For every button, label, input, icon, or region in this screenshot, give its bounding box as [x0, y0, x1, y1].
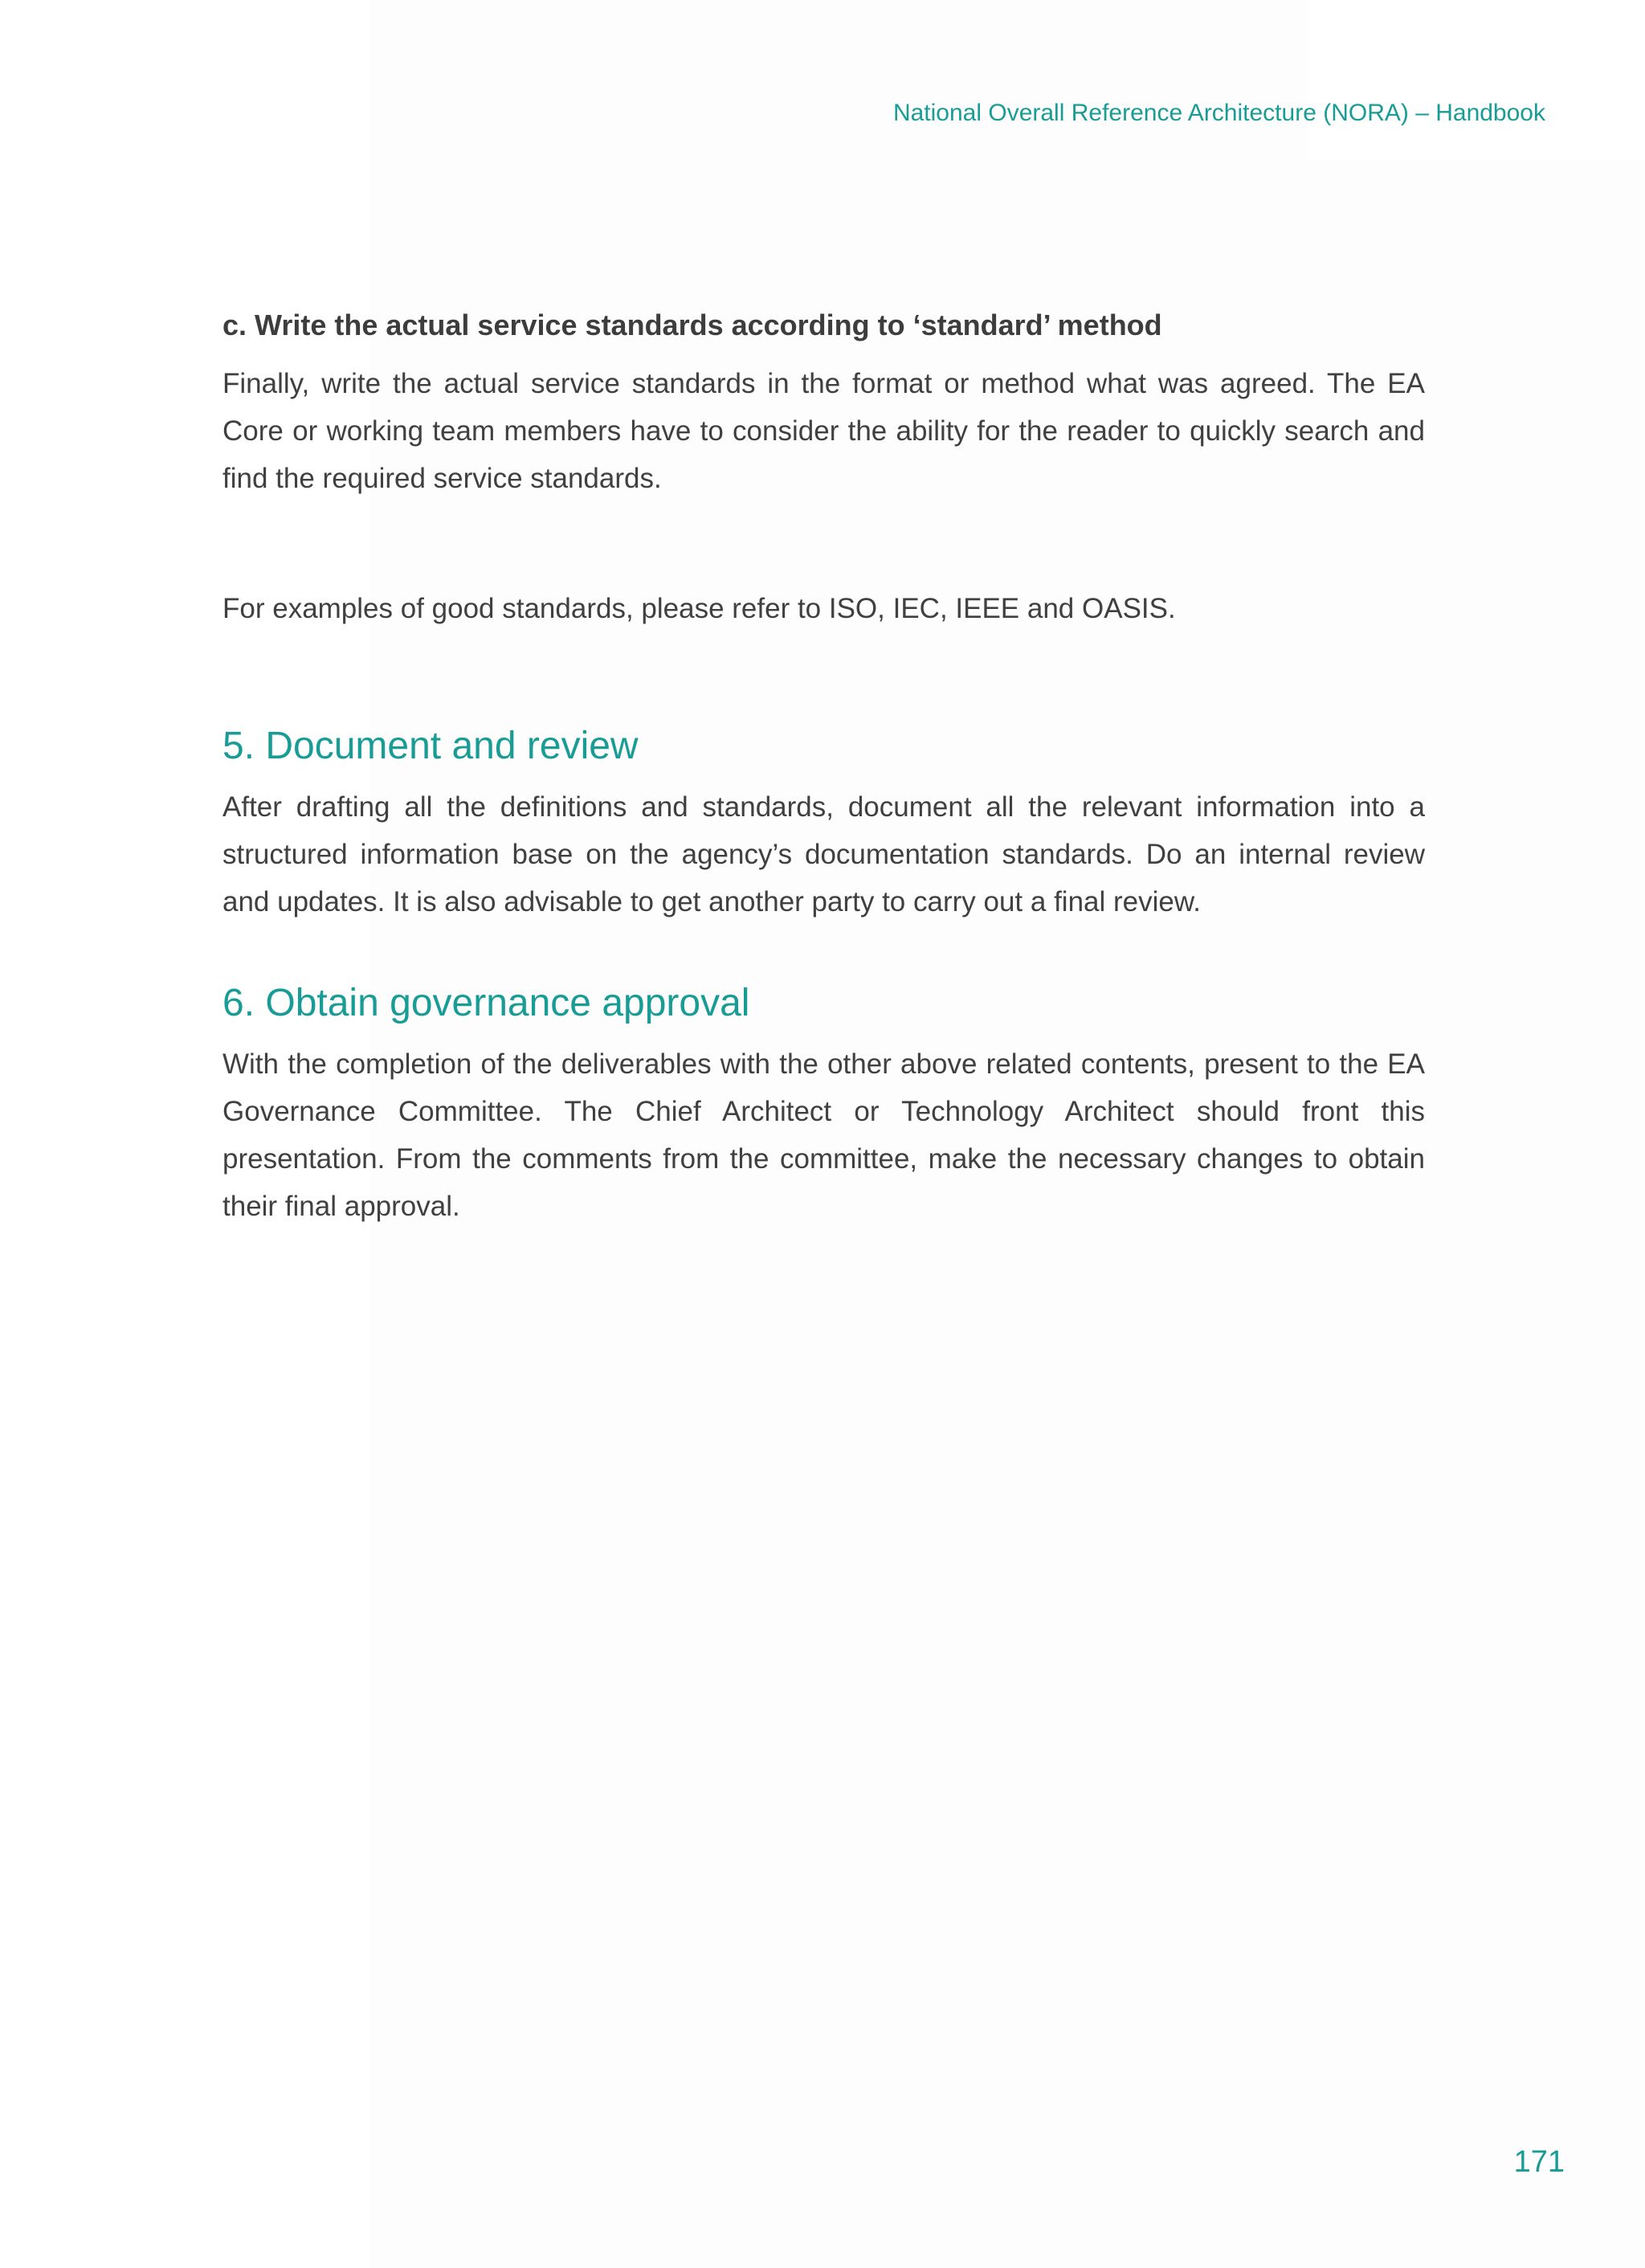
page-number: 171 — [1513, 2145, 1565, 2179]
section-6-title: 6. Obtain governance approval — [222, 982, 750, 1024]
examples-paragraph: For examples of good standards, please refer to ISO, IEC, IEEE and OASIS. — [222, 593, 1176, 624]
page-content — [222, 305, 1425, 1230]
step-c-heading: c. Write the actual service standards according to ‘standard’ method — [222, 309, 1162, 341]
section-5-title: 5. Document and review — [222, 725, 639, 767]
step-c-body: Finally, write the actual service standards in the format or method what was agreed. The EA Core or working team members have to consider the ability for the reader to quickly search and find the required service standards. — [222, 368, 1425, 494]
page-margin-top-right — [1308, 0, 1645, 161]
running-header: National Overall Reference Architecture (NORA) – Handbook — [892, 100, 1545, 126]
section-6-body: With the completion of the deliverables with the other above related contents, present to the EA Governance Committee. The Chief Architect or Technology Architect should front this presentation. From the comments from the committee, make the necessary changes to obtain their final approval. — [222, 1048, 1425, 1222]
section-5-body: After drafting all the definitions and standards, document all the relevant information into a structured information base on the agency’s documentation standards. Do an internal review and updates. It is also advisable to get another party to carry out a final review. — [222, 791, 1425, 917]
